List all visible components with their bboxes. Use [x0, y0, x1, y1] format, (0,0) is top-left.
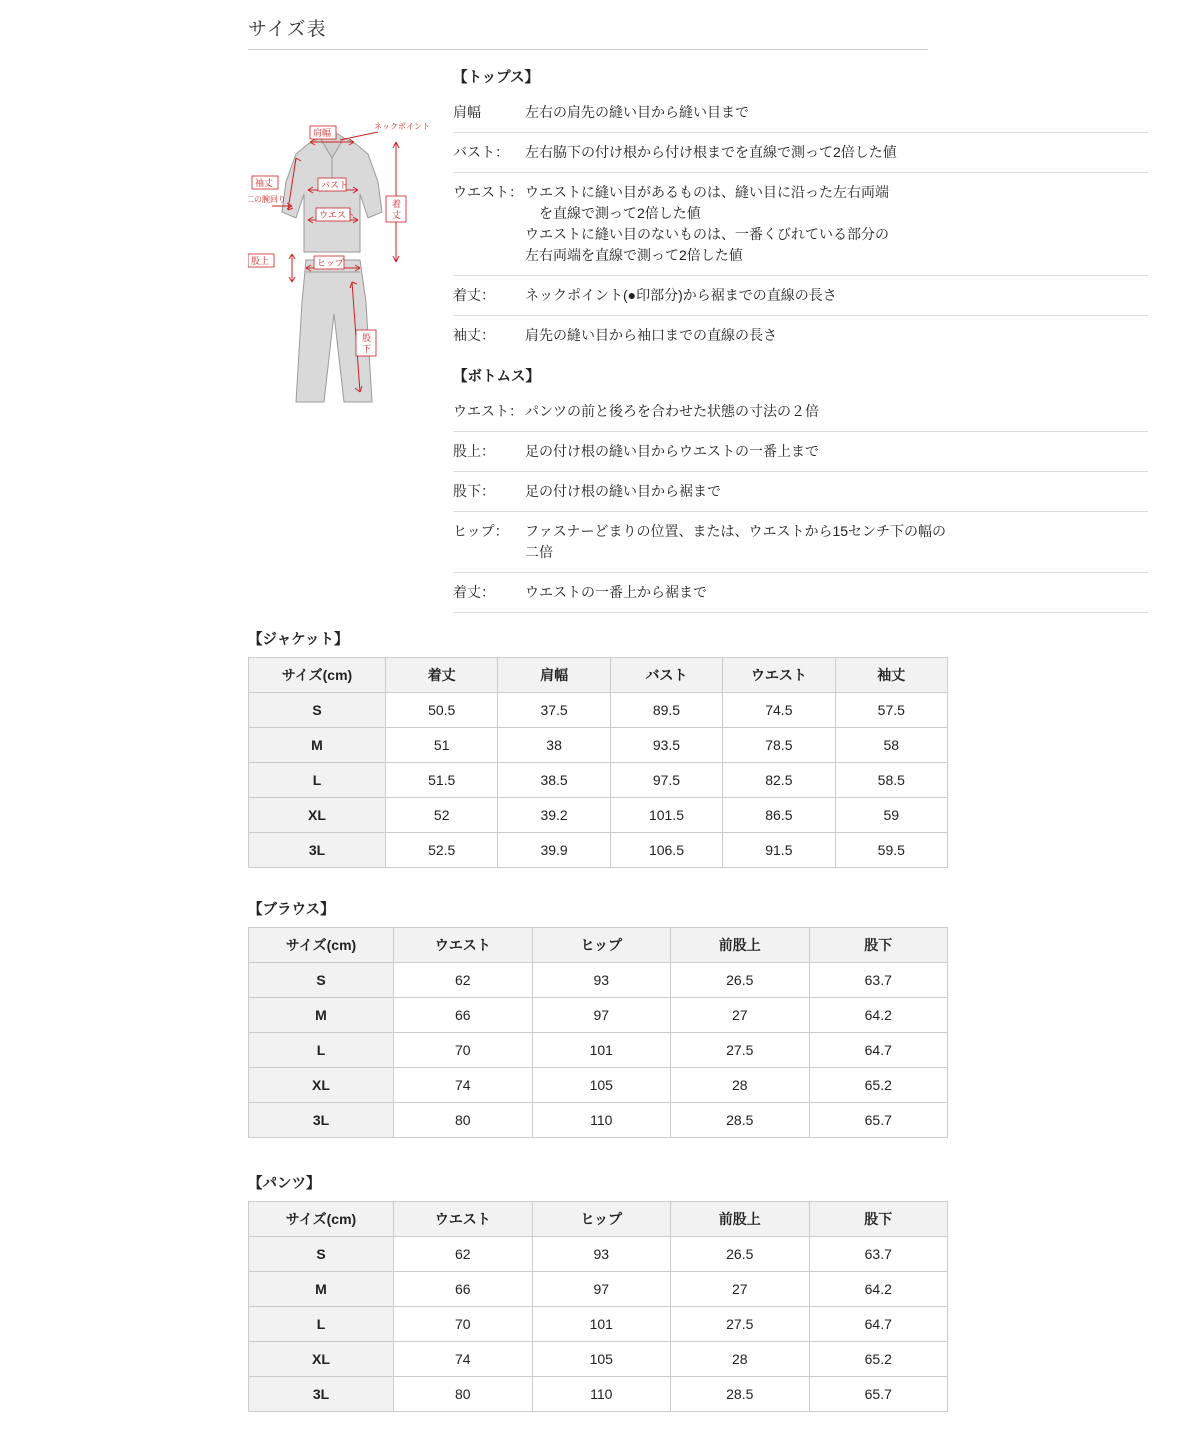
table-block-jacket — [248, 628, 948, 868]
table-header-cell: ヒップ — [532, 928, 671, 963]
table-cell: 70 — [394, 1033, 533, 1068]
table-row — [249, 1237, 948, 1272]
table-cell: 97 — [532, 1272, 671, 1307]
table-cell: 51 — [386, 728, 498, 763]
table-header-cell: バスト — [610, 658, 722, 693]
table-header-cell: 股下 — [809, 928, 948, 963]
table-label-blouse: 【ブラウス】 — [248, 902, 335, 918]
table-cell: 93 — [532, 963, 671, 998]
row-size-label: L — [249, 1307, 394, 1342]
size-table-pants — [248, 1201, 948, 1412]
table-header-cell: ウエスト — [394, 928, 533, 963]
table-cell: 64.2 — [809, 1272, 948, 1307]
table-cell: 65.2 — [809, 1342, 948, 1377]
table-cell: 105 — [532, 1068, 671, 1103]
guide-desc-line: 二倍 — [525, 544, 553, 560]
svg-text:股上: 股上 — [251, 256, 270, 266]
table-cell: 26.5 — [671, 963, 810, 998]
guide-desc-line: パンツの前と後ろを合わせた状態の寸法の２倍 — [525, 403, 819, 419]
guide-term: 着丈： — [453, 584, 495, 600]
guide-desc-line: ウエストの一番上から裾まで — [525, 584, 707, 600]
title-divider — [248, 49, 928, 50]
table-cell: 52 — [386, 798, 498, 833]
guide-desc-line: 左右の肩先の縫い目から縫い目まで — [525, 104, 749, 120]
table-cell: 64.2 — [809, 998, 948, 1033]
row-size-label: M — [249, 1272, 394, 1307]
table-cell: 97 — [532, 998, 671, 1033]
table-row — [249, 798, 948, 833]
table-cell: 93 — [532, 1237, 671, 1272]
guide-desc-line: ウエストに縫い目のないものは、一番くびれている部分の — [525, 226, 889, 242]
table-cell: 63.7 — [809, 963, 948, 998]
table-header-cell: サイズ(cm) — [249, 1202, 394, 1237]
table-cell: 101.5 — [610, 798, 722, 833]
table-cell: 28.5 — [671, 1377, 810, 1412]
row-size-label: L — [249, 763, 386, 798]
table-cell: 38 — [498, 728, 610, 763]
table-row — [249, 833, 948, 868]
svg-text:ヒップ: ヒップ — [317, 258, 344, 268]
guide-desc — [525, 102, 1148, 123]
svg-text:下: 下 — [362, 344, 372, 354]
guide-row-bust — [453, 132, 1148, 172]
guide-term: 着丈： — [453, 287, 495, 303]
guide-desc-line: ファスナーどまりの位置、または、ウエストから15センチ下の幅の — [525, 523, 947, 539]
svg-text:肩幅: 肩幅 — [313, 128, 332, 138]
table-cell: 80 — [394, 1103, 533, 1138]
guide-term: 股上： — [453, 443, 495, 459]
table-header-cell: サイズ(cm) — [249, 658, 386, 693]
svg-text:バスト: バスト — [321, 180, 349, 190]
table-row — [249, 1103, 948, 1138]
table-cell: 74.5 — [723, 693, 835, 728]
table-cell: 86.5 — [723, 798, 835, 833]
guide-desc — [525, 285, 1148, 306]
svg-text:丈: 丈 — [392, 210, 402, 220]
guide-desc-line: 足の付け根の縫い目からウエストの一番上まで — [525, 443, 819, 459]
row-size-label: S — [249, 693, 386, 728]
guide-desc-line: 足の付け根の縫い目から裾まで — [525, 483, 721, 499]
guide-row-waist-tops — [453, 172, 1148, 275]
svg-text:ウエスト: ウエスト — [319, 210, 356, 220]
table-cell: 74 — [394, 1068, 533, 1103]
guide-row-inseam — [453, 471, 1148, 511]
table-cell: 58 — [835, 728, 947, 763]
table-cell: 28.5 — [671, 1103, 810, 1138]
guide-bottom-divider — [453, 612, 1148, 614]
row-size-label: S — [249, 1237, 394, 1272]
table-header-cell: 着丈 — [386, 658, 498, 693]
table-cell: 52.5 — [386, 833, 498, 868]
row-size-label: 3L — [249, 1103, 394, 1138]
table-row — [249, 728, 948, 763]
guide-term: 肩幅 — [453, 104, 481, 120]
row-size-label: 3L — [249, 1377, 394, 1412]
table-cell: 62 — [394, 963, 533, 998]
table-cell: 97.5 — [610, 763, 722, 798]
table-cell: 27.5 — [671, 1307, 810, 1342]
table-cell: 65.2 — [809, 1068, 948, 1103]
table-cell: 57.5 — [835, 693, 947, 728]
table-label-jacket: 【ジャケット】 — [248, 632, 349, 648]
table-cell: 39.2 — [498, 798, 610, 833]
guide-desc-line: 肩先の縫い目から袖口までの直線の長さ — [525, 327, 777, 343]
table-cell: 64.7 — [809, 1033, 948, 1068]
guide-row-length-bottoms — [453, 572, 1148, 612]
table-cell: 37.5 — [498, 693, 610, 728]
table-header-cell: サイズ(cm) — [249, 928, 394, 963]
row-size-label: XL — [249, 1068, 394, 1103]
table-block-pants — [248, 1172, 948, 1412]
measurement-guide — [248, 62, 948, 614]
table-cell: 64.7 — [809, 1307, 948, 1342]
table-block-blouse — [248, 898, 948, 1138]
table-cell: 58.5 — [835, 763, 947, 798]
table-cell: 62 — [394, 1237, 533, 1272]
table-cell: 110 — [532, 1103, 671, 1138]
svg-text:股: 股 — [362, 333, 372, 343]
table-cell: 82.5 — [723, 763, 835, 798]
table-header-row — [249, 1202, 948, 1237]
guide-heading-bottoms: 【ボトムス】 — [453, 369, 540, 385]
guide-row-length-tops — [453, 275, 1148, 315]
table-cell: 38.5 — [498, 763, 610, 798]
guide-desc-line: ウエストに縫い目があるものは、縫い目に沿った左右両端 — [525, 184, 889, 200]
table-cell: 80 — [394, 1377, 533, 1412]
guide-desc — [525, 521, 1148, 563]
table-cell: 106.5 — [610, 833, 722, 868]
guide-desc — [525, 582, 1148, 603]
table-cell: 93.5 — [610, 728, 722, 763]
table-cell: 105 — [532, 1342, 671, 1377]
table-cell: 78.5 — [723, 728, 835, 763]
table-header-cell: 股下 — [809, 1202, 948, 1237]
table-cell: 70 — [394, 1307, 533, 1342]
table-cell: 101 — [532, 1033, 671, 1068]
table-header-row — [249, 658, 948, 693]
table-cell: 51.5 — [386, 763, 498, 798]
table-row — [249, 1342, 948, 1377]
table-cell: 65.7 — [809, 1103, 948, 1138]
table-cell: 27 — [671, 998, 810, 1033]
table-cell: 27.5 — [671, 1033, 810, 1068]
guide-heading-tops: 【トップス】 — [453, 70, 539, 86]
guide-term: ウエスト： — [453, 403, 523, 419]
guide-desc — [525, 441, 1148, 462]
table-cell: 63.7 — [809, 1237, 948, 1272]
table-cell: 59 — [835, 798, 947, 833]
size-table-jacket — [248, 657, 948, 868]
table-header-row — [249, 928, 948, 963]
guide-desc — [525, 182, 1148, 266]
svg-text:二の腕回り: 二の腕回り — [248, 195, 286, 204]
table-row — [249, 693, 948, 728]
table-label-pants: 【パンツ】 — [248, 1176, 321, 1192]
table-cell: 65.7 — [809, 1377, 948, 1412]
guide-desc — [525, 142, 1148, 163]
guide-row-waist-bottoms — [453, 392, 1148, 431]
table-header-cell: ウエスト — [723, 658, 835, 693]
row-size-label: M — [249, 728, 386, 763]
guide-desc-line: ネックポイント(●印部分)から裾までの直線の長さ — [525, 287, 837, 303]
table-cell: 39.9 — [498, 833, 610, 868]
table-header-cell: ウエスト — [394, 1202, 533, 1237]
table-row — [249, 1068, 948, 1103]
table-header-cell: 肩幅 — [498, 658, 610, 693]
table-cell: 66 — [394, 998, 533, 1033]
guide-term: ウエスト： — [453, 184, 523, 200]
row-size-label: 3L — [249, 833, 386, 868]
svg-text:袖丈: 袖丈 — [255, 178, 274, 188]
table-cell: 74 — [394, 1342, 533, 1377]
guide-list — [453, 62, 1148, 614]
table-cell: 66 — [394, 1272, 533, 1307]
guide-row-hip — [453, 511, 1148, 572]
guide-desc-line: 左右両端を直線で測って2倍した値 — [525, 247, 743, 263]
table-header-cell: ヒップ — [532, 1202, 671, 1237]
table-cell: 27 — [671, 1272, 810, 1307]
table-row — [249, 763, 948, 798]
table-row — [249, 1272, 948, 1307]
table-cell: 59.5 — [835, 833, 947, 868]
table-row — [249, 998, 948, 1033]
guide-term: 股下： — [453, 483, 495, 499]
guide-desc — [525, 401, 1148, 422]
guide-row-sleeve — [453, 315, 1148, 355]
table-cell: 110 — [532, 1377, 671, 1412]
table-cell: 101 — [532, 1307, 671, 1342]
table-cell: 91.5 — [723, 833, 835, 868]
guide-desc-line: を直線で測って2倍した値 — [539, 205, 701, 221]
table-cell: 89.5 — [610, 693, 722, 728]
guide-desc-line: 左右脇下の付け根から付け根までを直線で測って2倍した値 — [525, 144, 897, 160]
guide-term: バスト： — [453, 144, 509, 160]
row-size-label: S — [249, 963, 394, 998]
table-cell: 50.5 — [386, 693, 498, 728]
table-header-cell: 前股上 — [671, 1202, 810, 1237]
row-size-label: M — [249, 998, 394, 1033]
svg-text:ネックポイント: ネックポイント — [374, 122, 430, 131]
row-size-label: L — [249, 1033, 394, 1068]
table-row — [249, 1307, 948, 1342]
svg-text:着: 着 — [392, 199, 402, 209]
table-header-cell: 袖丈 — [835, 658, 947, 693]
table-header-cell: 前股上 — [671, 928, 810, 963]
garment-illustration — [248, 102, 438, 462]
size-table-blouse — [248, 927, 948, 1138]
page-title: サイズ表 — [248, 19, 327, 40]
row-size-label: XL — [249, 1342, 394, 1377]
table-cell: 26.5 — [671, 1237, 810, 1272]
guide-desc — [525, 325, 1148, 346]
table-cell: 28 — [671, 1068, 810, 1103]
guide-term: 袖丈： — [453, 327, 495, 343]
table-row — [249, 963, 948, 998]
guide-desc — [525, 481, 1148, 502]
row-size-label: XL — [249, 798, 386, 833]
guide-row-shoulder — [453, 93, 1148, 132]
table-cell: 28 — [671, 1342, 810, 1377]
table-row — [249, 1033, 948, 1068]
guide-row-rise — [453, 431, 1148, 471]
table-row — [249, 1377, 948, 1412]
guide-term: ヒップ： — [453, 523, 509, 539]
